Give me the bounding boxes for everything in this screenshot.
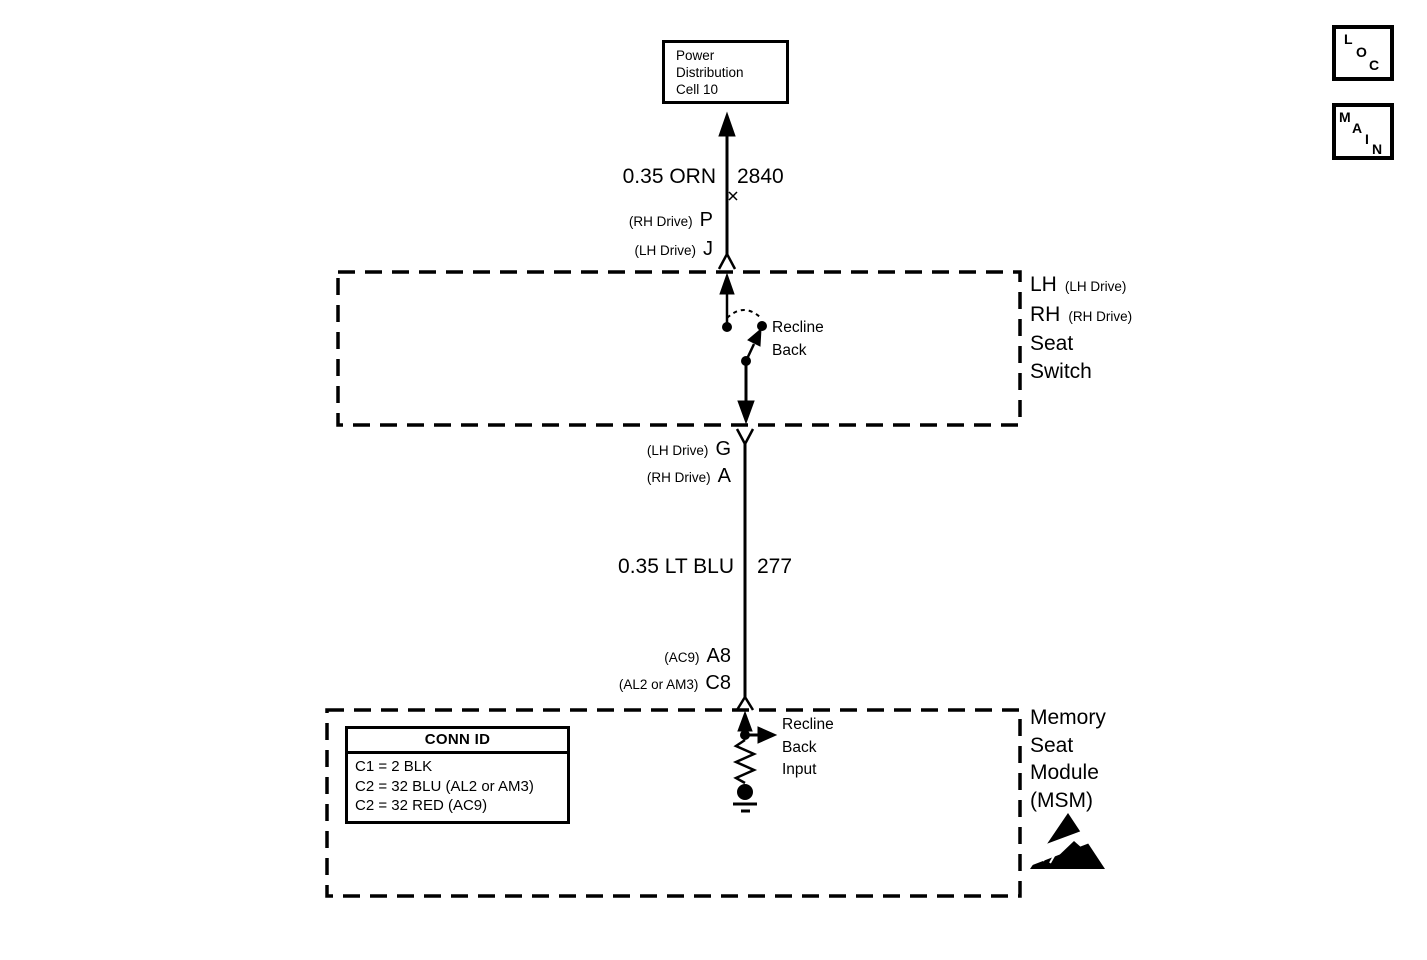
terminal-qualifier: (AC9) <box>664 650 700 665</box>
input-label-line: Back <box>782 738 817 756</box>
terminal-label <box>500 209 713 232</box>
recline-back-input-label <box>782 714 834 782</box>
msm-name <box>1030 704 1106 814</box>
terminal-pin: P <box>699 209 713 231</box>
component-name-big: Seat <box>1030 332 1074 355</box>
component-name-qualifier: (LH Drive) <box>1064 279 1127 294</box>
wire-gauge-color-label: 0.35 ORN <box>622 165 716 188</box>
conn-id-header: CONN ID <box>348 729 567 754</box>
power-box-line: Cell 10 <box>676 82 719 97</box>
input-label-line: Input <box>782 761 817 778</box>
loc-letter: O <box>1356 44 1367 60</box>
switch-travel-arc <box>727 310 761 318</box>
switch-blade-arrow-icon <box>748 329 761 346</box>
terminal-pin: G <box>715 438 731 460</box>
resistor-symbol <box>736 740 754 783</box>
terminal-qualifier: (LH Drive) <box>634 243 696 258</box>
main-letter: M <box>1339 109 1351 125</box>
power-box-line: Distribution <box>676 65 744 80</box>
terminal-pin: J <box>703 238 713 260</box>
switch-contact-label <box>772 317 824 362</box>
terminal-qualifier: (AL2 or AM3) <box>618 677 699 692</box>
circuit-number-label: 2840 <box>737 165 784 188</box>
switch-contact-label-line: Recline <box>772 319 824 336</box>
connector-y-icon <box>737 697 753 710</box>
seat-switch-box <box>338 272 1020 425</box>
esd-sensitive-icon <box>1022 813 1105 869</box>
conn-id-row: C2 = 32 BLU (AL2 or AM3) <box>355 777 534 795</box>
power-distribution-box <box>662 40 789 104</box>
component-name-big: LH <box>1030 273 1057 296</box>
component-name-big: Switch <box>1030 359 1092 383</box>
terminal-qualifier: (LH Drive) <box>646 443 709 458</box>
recline-back-switch <box>720 274 767 423</box>
connector-y-icon <box>737 429 753 444</box>
terminal-pin: A <box>717 465 731 487</box>
switch-contact-dot <box>723 323 732 332</box>
main-tab[interactable] <box>1332 103 1394 160</box>
loc-letter: C <box>1369 57 1380 73</box>
circuit-number-label: 277 <box>757 555 793 578</box>
switch-contact-label-line: Back <box>772 341 807 359</box>
component-name-qualifier: (RH Drive) <box>1068 308 1133 324</box>
terminal-label <box>500 238 713 261</box>
arrow-right-icon <box>758 727 776 743</box>
component-name-big: Memory <box>1030 706 1106 729</box>
terminal-qualifier: (RH Drive) <box>628 214 693 229</box>
switch-contact-dot <box>758 322 767 331</box>
component-name-big: RH <box>1030 302 1061 326</box>
main-letter: N <box>1372 141 1383 157</box>
seat-switch-name <box>1030 271 1132 385</box>
wire-gauge-color-label: 0.35 LT BLU <box>618 555 734 578</box>
connector-y-icon <box>719 254 735 269</box>
loc-letter: L <box>1344 31 1353 47</box>
recline-back-input-circuit <box>733 712 776 811</box>
power-box-line: Power <box>676 48 715 63</box>
lower-wire <box>737 429 753 710</box>
conn-id-row: C1 = 2 BLK <box>355 758 433 775</box>
input-label-line: Recline <box>782 716 834 733</box>
component-name-big: (MSM) <box>1030 788 1093 812</box>
terminal-pin: A8 <box>706 645 731 667</box>
terminal-label <box>520 645 731 668</box>
upper-wire <box>719 113 737 269</box>
arrow-down-icon <box>738 401 754 423</box>
main-letter: A <box>1352 120 1363 136</box>
conn-id-row: C2 = 32 RED (AC9) <box>355 797 488 814</box>
component-name-big: Seat <box>1030 733 1074 757</box>
loc-tab[interactable] <box>1332 25 1394 81</box>
component-name-big: Module <box>1030 761 1099 784</box>
conn-id-table <box>345 726 570 824</box>
terminal-label <box>520 438 731 461</box>
terminal-label <box>520 672 731 695</box>
terminal-qualifier: (RH Drive) <box>646 470 711 485</box>
main-letter: I <box>1365 131 1369 147</box>
terminal-pin: C8 <box>705 672 731 694</box>
terminal-label <box>520 465 731 488</box>
ground-symbol <box>733 785 757 812</box>
